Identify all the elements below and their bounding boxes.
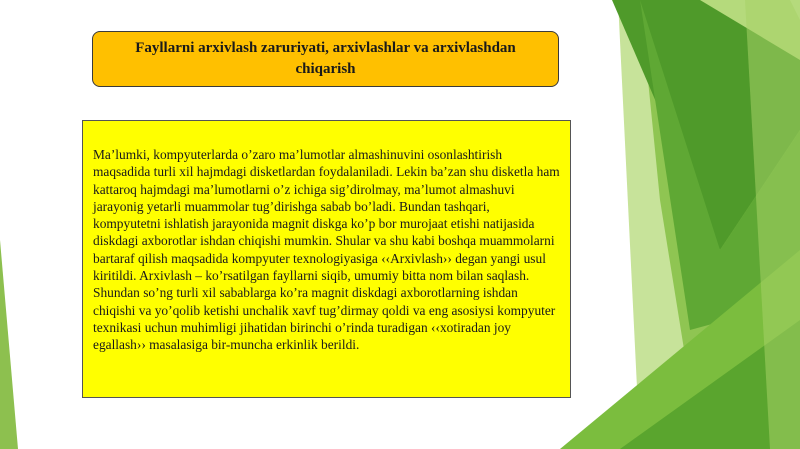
left-green-sliver (0, 240, 18, 449)
slide-title: Fayllarni arxivlash zaruriyati, arxivlashlar va arxivlashdan chiqarish (135, 40, 516, 77)
body-paragraph: Ma’lumki, kompyuterlarda o’zaro ma’lumotlar almashinuvini osonlashtirish maqsadida turli xil hajmdagi disketlardan foydalaniladi. Lekin ba’zan shu disketla ham kattaroq hajmdagi ma’lumotlarni o’z ichiga sig’dirolmay, ma’lumot almashuvi jarayonig yetarli muammolar tug’dirishga sabab bo’ladi. Bundan tashqari, kompyutetni ishlatish jarayonida magnit diskga ko’p bor murojaat etishi natijasida diskdagi axborotlar ishdan chiqishi mumkin. Shular va shu kabi boshqa muammolarni bartaraf qilish maqsadida kompyuter texnologiyasiga ‹‹Arxivlash›› degan yangi usul kiritildi. Arxivlash – ko’rsatilgan fayllarni siqib, umumiy bitta nom bilan saqlash. Shundan so’ng turli xil sabablarga ko’ra magnit diskdagi axborotlarning ishdan chiqishi va yo’qolib ketishi unchalik xavf tug’dirmay qoldi va eng asosiysi kompyuter texnikasi uchun muhimligi jihatidan birinchi o’rinda turadigan ‹‹xotiradan joy egallash›› masalasiga bir-muncha erkinlik berildi. (93, 147, 560, 353)
body-text-box (82, 120, 571, 398)
title-box (92, 31, 559, 87)
